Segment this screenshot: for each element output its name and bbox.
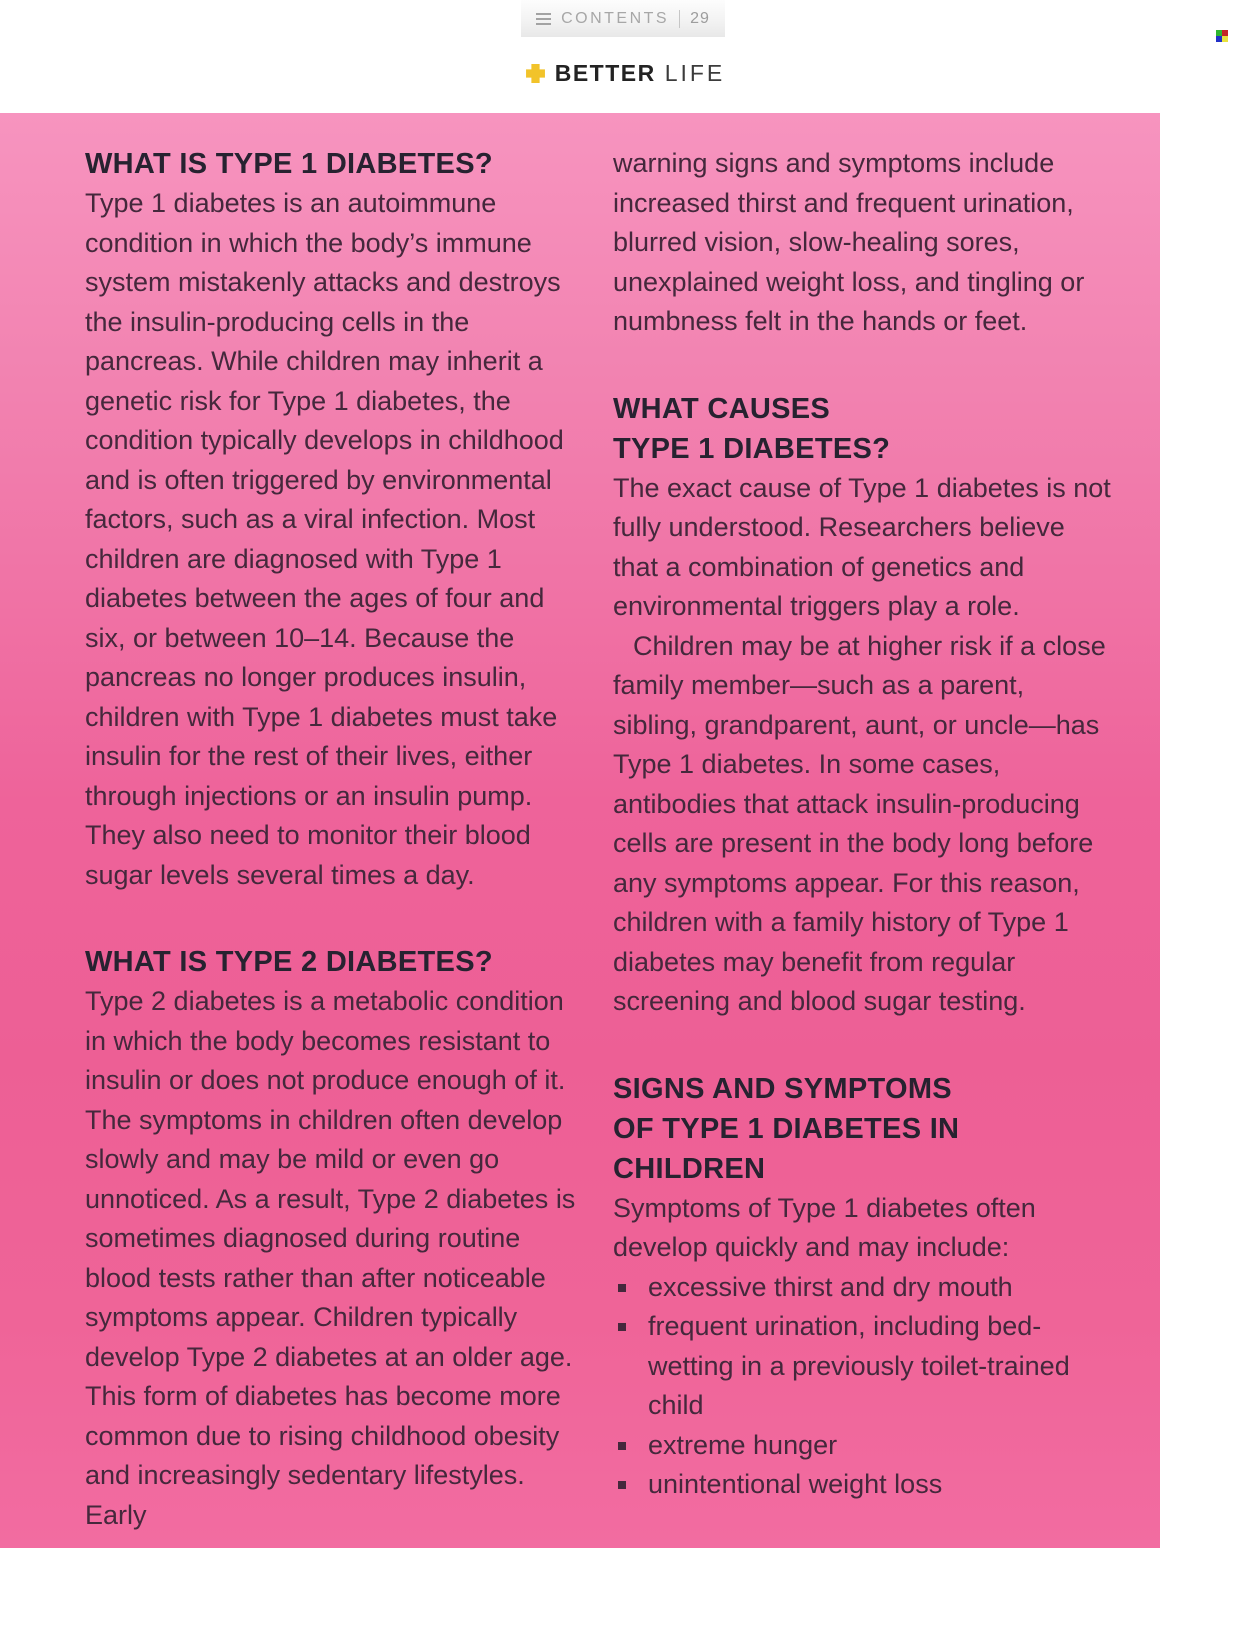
- left-column: [85, 144, 587, 1535]
- section-heading-type1: WHAT IS TYPE 1 DIABETES?: [85, 148, 493, 180]
- brand-name-bold: BETTER: [554, 59, 656, 86]
- list-item: [613, 1307, 1115, 1426]
- page-number: 29: [690, 9, 710, 27]
- signs-intro-paragraph: Symptoms of Type 1 diabetes often develop quickly and may include:: [613, 1192, 1036, 1262]
- article-background: [0, 113, 1160, 1548]
- contents-label: CONTENTS: [561, 9, 670, 27]
- grid-cell-yellow: [1222, 36, 1228, 42]
- list-item: [613, 1465, 1115, 1505]
- bullet-square-icon: [618, 1284, 626, 1292]
- list-item-text: excessive thirst and dry mouth: [648, 1271, 1013, 1302]
- section-heading-type2: WHAT IS TYPE 2 DIABETES?: [85, 946, 493, 978]
- contents-button[interactable]: [521, 0, 725, 37]
- bullet-square-icon: [618, 1323, 626, 1331]
- causes-paragraph-1: The exact cause of Type 1 diabetes is not fully understood. Researchers believe that a combination of genetics and environmental triggers play a role.: [613, 472, 1111, 621]
- heading-line: OF TYPE 1 DIABETES IN: [613, 1112, 960, 1145]
- brand-logo: [0, 58, 1250, 88]
- list-item-text: unintentional weight loss: [648, 1469, 943, 1499]
- heading-line: SIGNS AND SYMPTOMS: [613, 1072, 952, 1105]
- bullet-square-icon: [618, 1442, 626, 1450]
- right-column: [613, 144, 1115, 1505]
- list-item: [613, 1268, 1115, 1308]
- causes-paragraph-2: Children may be at higher risk if a close family member—such as a parent, sibling, grandparent, aunt, or uncle—has Type 1 diabetes. In some cases, antibodies that attack insulin-producing cells are present in the body long before any symptoms appear. For this reason, children with a family history of Type 1 diabetes may benefit from regular screening and blood sugar testing.: [613, 630, 1106, 1016]
- section-heading-causes: [613, 389, 1115, 469]
- symptoms-list: [613, 1268, 1115, 1505]
- color-grid-icon: [1216, 30, 1228, 42]
- section-heading-signs: [613, 1069, 1115, 1189]
- bullet-square-icon: [618, 1481, 626, 1489]
- section-body-type2: Type 2 diabetes is a metabolic condition in which the body becomes resistant to insulin or does not produce enough of it. The symptoms in children often develop slowly and may be mild or even go unnoticed. As a result, Type 2 diabetes is sometimes diagnosed during routine blood tests rather than after noticeable symptoms appear. Children typically develop Type 2 diabetes at an older age. This form of diabetes has become more common due to rising childhood obesity and increasingly sedentary lifestyles. Early: [85, 986, 576, 1530]
- list-item-text: extreme hunger: [648, 1429, 838, 1460]
- plus-icon: [525, 63, 546, 84]
- heading-line: WHAT CAUSES: [613, 392, 831, 425]
- heading-line: CHILDREN: [613, 1152, 766, 1185]
- brand-name-light: LIFE: [664, 59, 726, 86]
- warning-signs-paragraph: warning signs and symptoms include increased thirst and frequent urination, blurred vision, slow-healing sores, unexplained weight loss, and tingling or numbness felt in the hands or feet.: [613, 148, 1085, 336]
- menu-icon: [536, 13, 551, 25]
- list-item: [613, 1426, 1115, 1466]
- list-item-text: frequent urination, including bed-wetting in a previously toilet-trained child: [648, 1311, 1070, 1420]
- section-body-type1: Type 1 diabetes is an autoimmune condition in which the body’s immune system mistakenly attacks and destroys the insulin-producing cells in the pancreas. While children may inherit a genetic risk for Type 1 diabetes, the condition typically develops in childhood and is often triggered by environmental factors, such as a viral infection. Most children are diagnosed with Type 1 diabetes between the ages of four and six, or between 10–14. Because the pancreas no longer produces insulin, children with Type 1 diabetes must take insulin for the rest of their lives, either through injections or an insulin pump. They also need to monitor their blood sugar levels several times a day.: [85, 188, 564, 890]
- heading-line: TYPE 1 DIABETES?: [613, 432, 891, 465]
- divider: [679, 10, 680, 28]
